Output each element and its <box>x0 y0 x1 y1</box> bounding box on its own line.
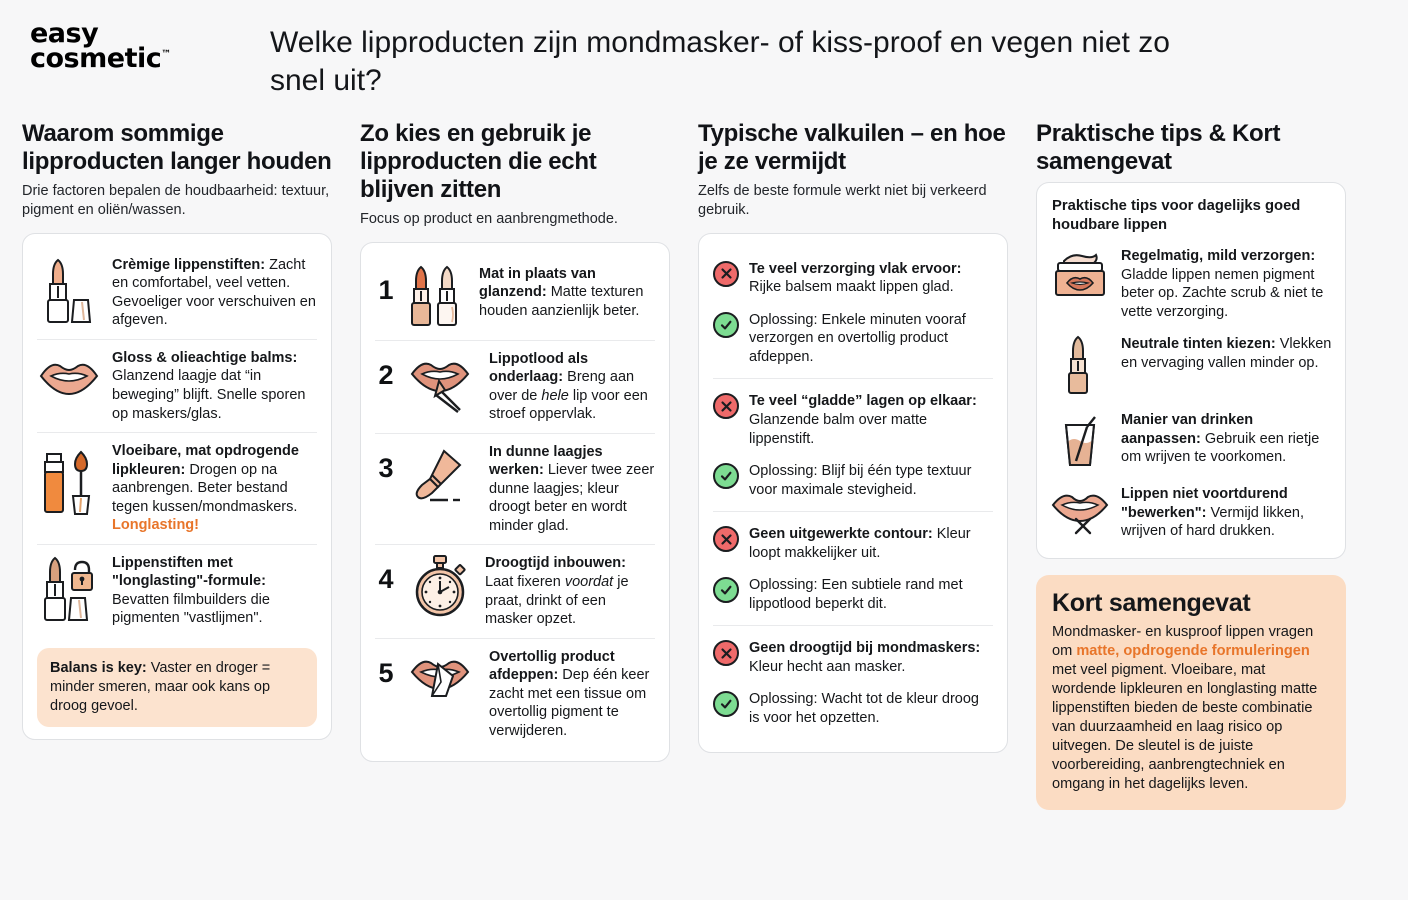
columns-container <box>0 120 1408 810</box>
column-2-subtitle: Focus op product en aanbrengmethode. <box>360 211 618 228</box>
list-item <box>375 256 655 340</box>
column-tips-summary <box>1036 120 1346 810</box>
list-item-body: Glanzend laagje dat “in beweging” blijft. Snelle sporen op maskers/glas. <box>112 368 306 422</box>
column-1-title: Waarom sommige lipproducten langer houden <box>22 120 332 176</box>
check-icon <box>713 463 739 489</box>
list-item-text <box>1121 335 1332 372</box>
tips-card <box>1036 182 1346 559</box>
lipstick-icon <box>37 256 101 328</box>
pitfall-solution <box>713 459 993 502</box>
brush-icon <box>408 443 478 509</box>
pitfall-group <box>713 378 993 511</box>
list-item-body: Zacht en comfortabel, veel vetten. Gevoeliger voor verschuiven en afgeven. <box>112 256 316 329</box>
list-item-body: Gladde lippen nemen pigment beter op. Zachte scrub & niet te vette verzorging. <box>1121 266 1324 320</box>
nude-lipstick-icon <box>1050 335 1110 397</box>
solution-text: Oplossing: Enkele minuten vooraf verzorgen en overtollig product afdeppen. <box>749 311 966 365</box>
list-item-body-2: je praat, drinkt of een masker opzet. <box>485 573 629 628</box>
lips-icon <box>37 349 101 405</box>
lipstick-lock-icon <box>37 554 101 626</box>
solution-text: Oplossing: Blijf bij één type textuur voor maximale stevigheid. <box>749 463 972 498</box>
list-item <box>37 339 317 432</box>
lip-scrub-jar-icon <box>1050 247 1110 303</box>
pitfall-problem <box>713 389 993 451</box>
lips-tissue-icon <box>408 648 478 714</box>
list-item <box>37 432 317 544</box>
list-item-text <box>479 265 655 321</box>
list-item-body: Matte texturen houden aanzienlijk beter. <box>479 284 644 319</box>
list-item-bold: Lippen niet voortdurend "bewerken": <box>1121 486 1288 521</box>
pitfall-bold: Geen droogtijd bij mondmaskers: <box>749 640 981 657</box>
list-item <box>375 340 655 433</box>
list-item-body: Vermijd likken, wrijven of hard drukken. <box>1121 504 1304 540</box>
pitfall-group <box>713 511 993 625</box>
list-item-body: Gebruik een rietje om wrijven te voorkomen. <box>1121 430 1320 466</box>
brand-logo <box>0 14 270 72</box>
list-item-bold: Lippenstiften met "longlasting"-formule: <box>112 554 266 590</box>
solution-text: Oplossing: Een subtiele rand met lippotlood beperkt dit. <box>749 577 963 612</box>
page-title: Welke lipproducten zijn mondmasker- of kiss-proof en vegen niet zo snel uit? <box>270 26 1170 97</box>
pitfall-solution <box>713 687 993 730</box>
list-item <box>375 433 655 545</box>
pitfall-text <box>749 260 993 297</box>
pitfalls-card <box>698 233 1008 753</box>
callout-body: Vaster en droger = minder smeren, maar ook kans op droog gevoel. <box>50 660 271 714</box>
cross-icon <box>713 393 739 419</box>
list-item-bold: Vloeibare, mat opdrogende lipkleuren: <box>112 443 299 478</box>
list-item-bold: Regelmatig, mild verzorgen: <box>1121 248 1316 265</box>
step-number: 5 <box>378 657 394 688</box>
column-3-title: Typische valkuilen – en hoe je ze vermijdt <box>698 120 1006 176</box>
cross-icon <box>713 261 739 287</box>
lipgloss-icon <box>37 442 101 524</box>
pitfall-text <box>749 639 993 676</box>
pitfall-body: Kleur hecht aan masker. <box>749 658 906 675</box>
brand-line-2: cosmetic <box>30 42 162 74</box>
lips-no-touch-icon <box>1050 485 1110 537</box>
pitfall-text <box>749 392 993 448</box>
two-lipsticks-icon <box>408 265 468 331</box>
column-how-to-choose <box>360 120 670 762</box>
list-item-text <box>1121 411 1332 467</box>
summary-card <box>1036 575 1346 810</box>
list-item-bold: Lippotlood als onderlaag: <box>489 350 589 386</box>
list-item <box>1050 328 1332 404</box>
list-item-text <box>485 554 655 628</box>
solution-text: Oplossing: Wacht tot de kleur droog is voor het opzetten. <box>749 691 979 727</box>
header <box>0 0 1408 120</box>
list-item <box>1050 404 1332 478</box>
list-item-italic: hele <box>541 387 569 404</box>
list-item-body: Drogen op na aanbrengen. Beter bestand tegen kussen/mondmaskers. <box>112 461 298 515</box>
summary-part-2: met veel pigment. Vloeibare, mat wordende lipkleuren en longlasting matte lippenstiften bieden de beste combinatie van duurzaamheid en laag risico op uitvegen. De sleutel is de juiste voorbereiding, aanbrengtechniek en omgang in het dagelijks leven. <box>1052 661 1318 792</box>
list-item-bold: Neutrale tinten kiezen: <box>1121 336 1276 353</box>
list-item <box>375 544 655 637</box>
step-number: 2 <box>378 359 394 390</box>
balance-callout <box>37 648 317 727</box>
glass-straw-icon <box>1050 411 1110 471</box>
list-item <box>37 247 317 339</box>
list-item-text <box>489 648 655 741</box>
list-item-body: Vlekken en vervaging vallen minder op. <box>1121 336 1332 371</box>
pitfall-problem <box>713 636 993 679</box>
pitfall-body: Kleur loopt makkelijker uit. <box>749 526 971 561</box>
pitfall-solution <box>713 573 993 616</box>
list-item-body: Bevatten filmbuilders die pigmenten "vastlijmen". <box>112 591 270 627</box>
list-item-bold: In dunne laagjes werken: <box>489 443 603 479</box>
list-item-bold: Mat in plaats van glanzend: <box>479 265 596 301</box>
list-item-text <box>1121 485 1332 541</box>
pitfall-body: Rijke balsem maakt lippen glad. <box>749 279 954 296</box>
list-item-body: Liever twee zeer dunne laagjes; kleur droogt beter en wordt minder glad. <box>489 462 655 534</box>
pitfall-group <box>713 247 993 379</box>
pitfall-bold: Te veel verzorging vlak ervoor: <box>749 260 962 277</box>
accent-longlasting: Longlasting! <box>112 517 199 534</box>
callout-bold: Balans is key: <box>50 660 147 677</box>
list-item <box>37 544 317 637</box>
list-item-italic: voordat <box>564 573 614 590</box>
pitfall-problem <box>713 522 993 565</box>
list-item-text <box>489 350 655 424</box>
list-item <box>1050 478 1332 548</box>
factors-card <box>22 233 332 740</box>
list-item-body: Laat fixeren <box>485 573 565 590</box>
pitfall-bold: Te veel “gladde” lagen op elkaar: <box>749 393 977 410</box>
list-item-body-2: lip voor een stroef oppervlak. <box>489 387 648 423</box>
check-icon <box>713 691 739 717</box>
list-item-text <box>112 349 317 423</box>
trademark-symbol: ™ <box>161 48 171 60</box>
column-1-subtitle: Drie factoren bepalen de houdbaarheid: textuur, pigment en oliën/wassen. <box>22 183 330 219</box>
step-number: 4 <box>378 564 394 595</box>
summary-paragraph <box>1052 623 1330 794</box>
check-icon <box>713 577 739 603</box>
column-pitfalls <box>698 120 1008 753</box>
list-item-text <box>112 554 317 628</box>
list-item-bold: Overtollig product afdeppen: <box>489 648 615 684</box>
check-icon <box>713 312 739 338</box>
stopwatch-icon <box>408 554 474 620</box>
list-item-text <box>112 442 317 535</box>
pitfall-body: Glanzende balm over matte lippenstift. <box>749 412 928 447</box>
list-item-text <box>112 256 317 330</box>
brand-line-1: easy <box>30 18 99 49</box>
column-3-subtitle: Zelfs de beste formule werkt niet bij verkeerd gebruik. <box>698 183 987 219</box>
list-item-text <box>1121 247 1332 321</box>
lips-liner-icon <box>408 350 478 416</box>
pitfall-solution <box>713 308 993 370</box>
list-item-body: Breng aan over de <box>489 369 635 404</box>
list-item-text <box>489 443 655 536</box>
cross-icon <box>713 640 739 666</box>
list-item-bold: Crèmige lippenstiften: <box>112 256 266 273</box>
list-item <box>1050 240 1332 328</box>
step-number: 1 <box>378 274 394 305</box>
step-number: 3 <box>378 452 394 483</box>
summary-heading: Kort samengevat <box>1052 588 1251 617</box>
list-item-bold: Gloss & olieachtige balms: <box>112 349 298 366</box>
list-item-bold: Droogtijd inbouwen: <box>485 555 626 572</box>
column-4-title: Praktische tips & Kort samengevat <box>1036 120 1281 176</box>
cross-icon <box>713 526 739 552</box>
tips-card-heading: Praktische tips voor dagelijks goed houdbare lippen <box>1052 198 1301 233</box>
summary-accent: matte, opdrogende formuleringen <box>1076 642 1310 659</box>
steps-card <box>360 242 670 763</box>
list-item-bold: Manier van drinken aanpassen: <box>1121 412 1254 447</box>
column-why-some-last <box>22 120 332 740</box>
pitfall-group <box>713 625 993 739</box>
pitfall-bold: Geen uitgewerkte contour: <box>749 526 933 543</box>
pitfall-problem <box>713 257 993 300</box>
pitfall-text <box>749 525 993 562</box>
list-item <box>375 638 655 750</box>
column-2-title: Zo kies en gebruik je lipproducten die echt blijven zitten <box>360 120 597 204</box>
list-item-body: Dep één keer zacht met een tissue om overtollig pigment te verwijderen. <box>489 667 650 739</box>
summary-part-1: Mondmasker- en kusproof lippen vragen om <box>1052 623 1314 659</box>
